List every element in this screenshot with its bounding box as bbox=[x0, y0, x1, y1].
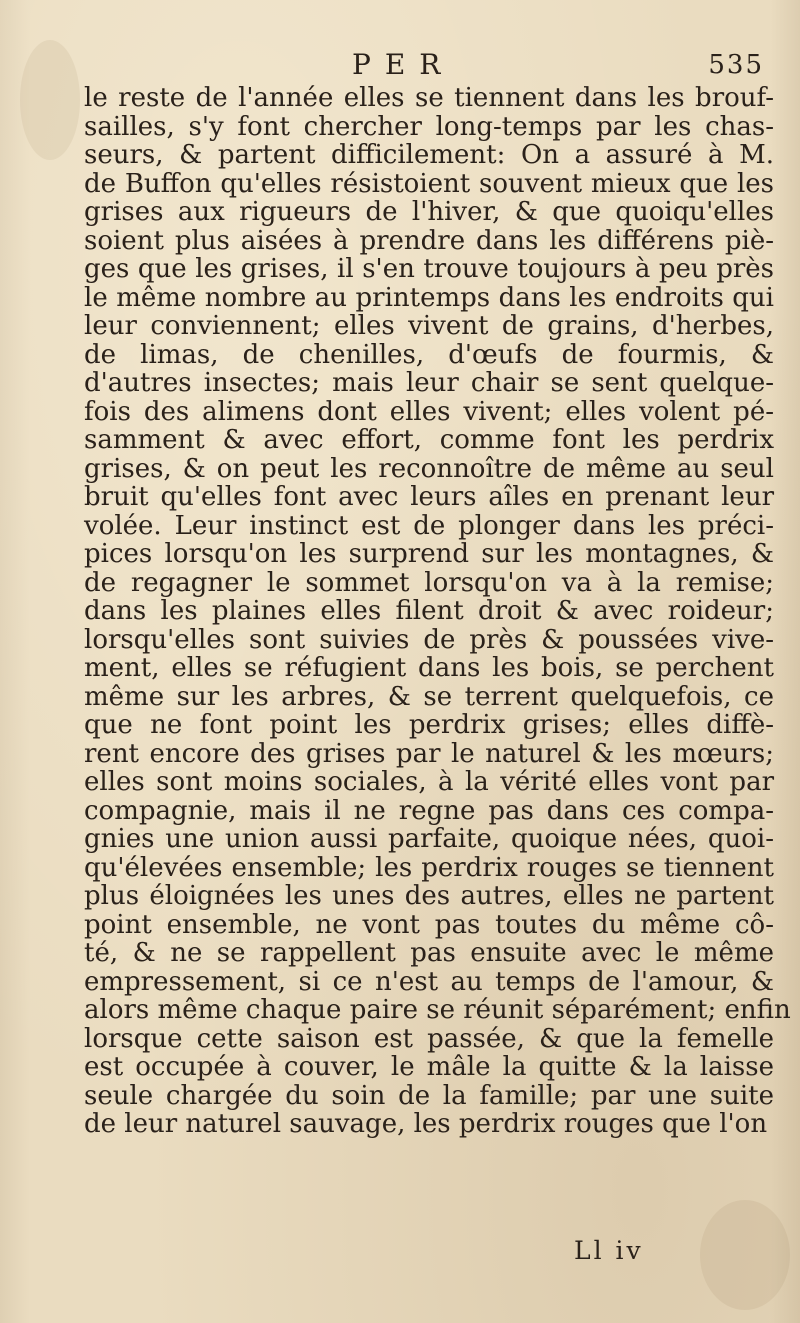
text-line: compagnie, mais il ne regne pas dans ces compa- bbox=[84, 795, 774, 826]
text-line: grises aux rigueurs de l'hiver, & que quoiqu'elles bbox=[84, 197, 774, 227]
text-line: pices lorsqu'on les surprend sur les montagnes, & bbox=[84, 539, 774, 569]
text-line: même sur les arbres, & se terrent quelquefois, ce bbox=[84, 681, 774, 712]
text-line: de regagner le sommet lorsqu'on va à la remise; bbox=[84, 567, 774, 598]
text-line: fois des alimens dont elles vivent; elles volent pé- bbox=[84, 396, 774, 427]
text-line: grises, & on peut les reconnoître de même au seul bbox=[84, 453, 774, 484]
text-line: est occupée à couver, le mâle la quitte & la laisse bbox=[84, 1052, 774, 1082]
text-line: le même nombre au printemps dans les endroits qui bbox=[84, 282, 774, 313]
text-line: bruit qu'elles font avec leurs aîles en prenant leur bbox=[84, 482, 774, 512]
body-text bbox=[84, 83, 791, 1139]
text-line: de Buffon qu'elles résistoient souvent mieux que les bbox=[84, 168, 774, 199]
text-line: elles sont moins sociales, à la vérité elles vont par bbox=[84, 767, 774, 797]
text-line: rent encore des grises par le naturel & les mœurs; bbox=[84, 738, 774, 769]
text-line: point ensemble, ne vont pas toutes du même cô- bbox=[84, 909, 774, 940]
text-line: de limas, de chenilles, d'œufs de fourmis, & bbox=[84, 339, 774, 370]
paper-stain bbox=[700, 1200, 790, 1310]
page-number: 535 bbox=[708, 50, 764, 80]
text-line: soient plus aisées à prendre dans les différens piè- bbox=[84, 225, 774, 256]
text-line: lorsqu'elles sont suivies de près & poussées vive- bbox=[84, 624, 774, 655]
text-line: leur conviennent; elles vivent de grains, d'herbes, bbox=[84, 311, 774, 341]
text-line: ment, elles se réfugient dans les bois, se perchent bbox=[84, 653, 774, 683]
paper-stain bbox=[20, 40, 80, 160]
running-head: PER bbox=[352, 48, 455, 81]
signature-mark: Ll iv bbox=[574, 1236, 644, 1265]
text-line: samment & avec effort, comme font les perdrix bbox=[84, 425, 774, 455]
text-line: d'autres insectes; mais leur chair se sent quelque- bbox=[84, 368, 774, 398]
text-line: alors même chaque paire se réunit séparément; enfin bbox=[84, 995, 791, 1025]
text-line: dans les plaines elles filent droit & avec roideur; bbox=[84, 596, 774, 626]
text-line: seule chargée du soin de la famille; par une suite bbox=[84, 1080, 774, 1111]
text-line: que ne font point les perdrix grises; elles diffè- bbox=[84, 710, 774, 740]
text-line: gnies une union aussi parfaite, quoique nées, quoi- bbox=[84, 824, 774, 854]
text-line: le reste de l'année elles se tiennent dans les brouf- bbox=[84, 83, 774, 113]
text-line: sailles, s'y font chercher long-temps par les chas- bbox=[84, 111, 774, 142]
text-line: plus éloignées les unes des autres, elles ne partent bbox=[84, 881, 774, 911]
text-line: volée. Leur instinct est de plonger dans les préci- bbox=[84, 510, 774, 541]
text-line: qu'élevées ensemble; les perdrix rouges se tiennent bbox=[84, 852, 774, 883]
text-line: lorsque cette saison est passée, & que la femelle bbox=[84, 1023, 774, 1054]
page-header bbox=[84, 48, 770, 88]
text-line: té, & ne se rappellent pas ensuite avec le même bbox=[84, 938, 774, 968]
text-line: de leur naturel sauvage, les perdrix rouges que l'on bbox=[84, 1109, 768, 1139]
text-line: empressement, si ce n'est au temps de l'amour, & bbox=[84, 966, 774, 997]
text-line: ges que les grises, il s'en trouve toujours à peu près bbox=[84, 254, 774, 284]
text-line: seurs, & partent difficilement: On a assuré à M. bbox=[84, 140, 774, 170]
